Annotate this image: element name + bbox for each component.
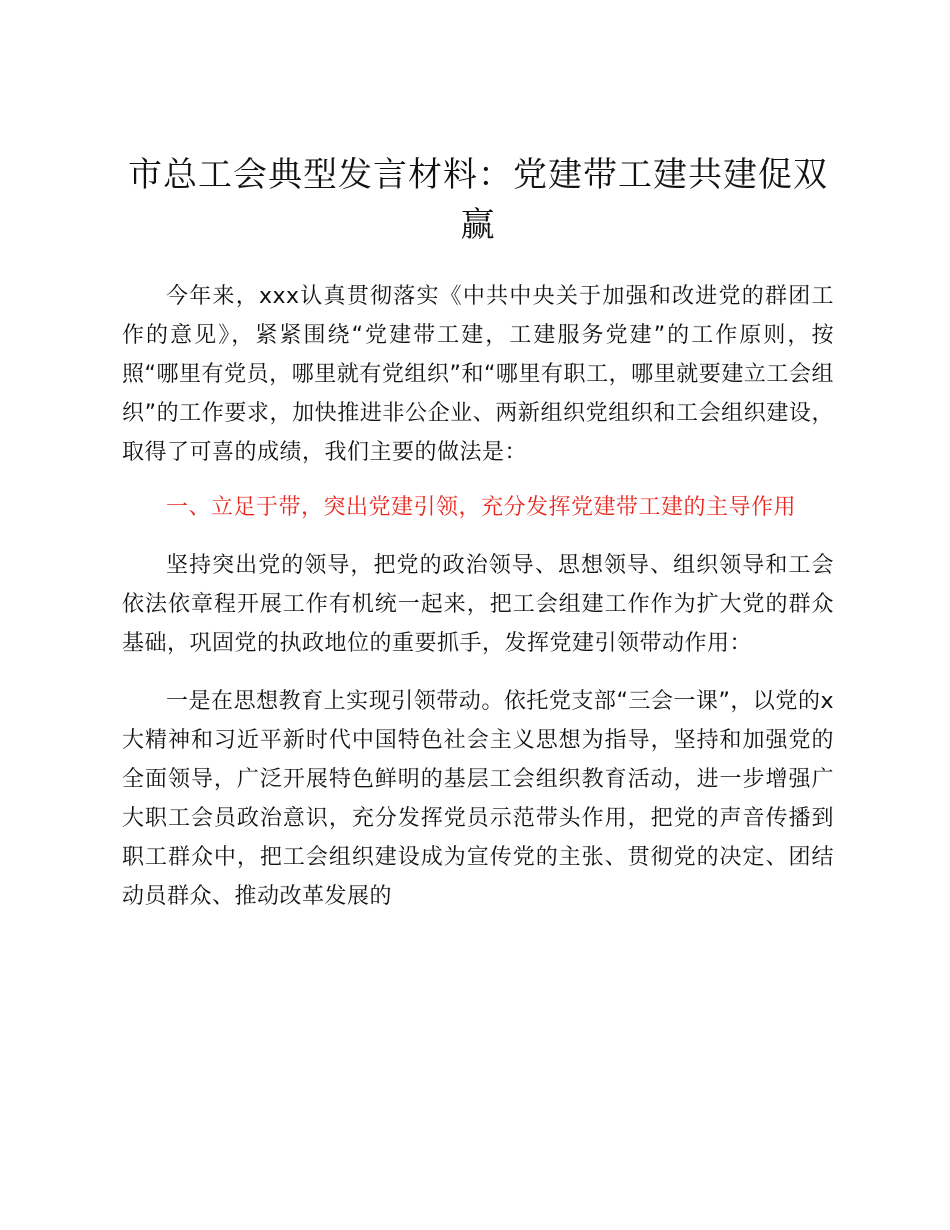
document-page	[122, 150, 834, 916]
body-paragraph-leadership: 坚持突出党的领导，把党的政治领导、思想领导、组织领导和工会依法依章程开展工作有机统一起来，把工会组建工作作为扩大党的群众基础，巩固党的执政地位的重要抓手，发挥党建引领带动作用：	[122, 553, 834, 656]
body-paragraph-education: 一是在思想教育上实现引领带动。依托党支部“三会一课”，以党的x大精神和习近平新时代中国特色社会主义思想为指导，坚持和加强党的全面领导，广泛开展特色鲜明的基层工会组织教育活动，进一步增强广大职工会员政治意识，充分发挥党员示范带头作用，把党的声音传播到职工群众中，把工会组织建设成为宣传党的主张、贯彻党的决定、团结动员群众、推动改革发展的	[122, 689, 834, 909]
document-title: 市总工会典型发言材料：党建带工建共建促双赢	[128, 155, 828, 245]
section-heading: 一、立足于带，突出党建引领，充分发挥党建带工建的主导作用	[166, 495, 797, 520]
intro-paragraph: 今年来，xxx认真贯彻落实《中共中央关于加强和改进党的群团工作的意见》，紧紧围绕“党建带工建，工建服务党建”的工作原则，按照“哪里有党员，哪里就有党组织”和“哪里有职工，哪里就要建立工会组织”的工作要求，加快推进非公企业、两新组织党组织和工会组织建设，取得了可喜的成绩，我们主要的做法是：	[122, 284, 834, 465]
